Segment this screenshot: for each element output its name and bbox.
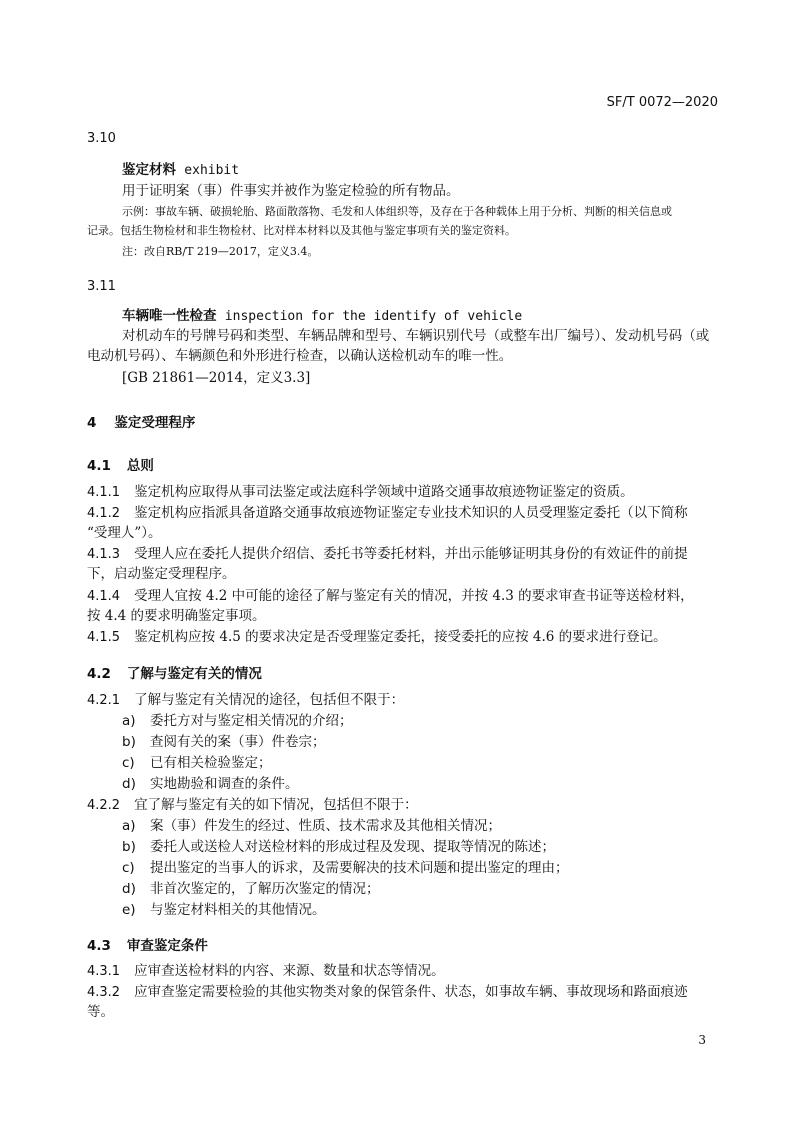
section-number: 4 — [87, 415, 97, 431]
standard-code: SF/T 0072—2020 — [606, 95, 718, 110]
para-4-1-4 — [87, 586, 694, 607]
list-marker: c) — [122, 860, 135, 876]
clause-number-3-10: 3.10 — [87, 131, 116, 146]
note-3-10: 注：改自RB/T 219—2017，定义3.4。 — [122, 245, 319, 258]
section-title: 鉴定受理程序 — [114, 415, 196, 431]
para-4-1-5 — [87, 627, 667, 648]
example-line-1: 示例：事故车辆、破损轮胎、路面散落物、毛发和人体组织等，及存在于各种载体上用于分析、判断的相关信息或 — [122, 205, 672, 218]
section-4-2-heading — [87, 662, 262, 682]
list-marker: b) — [122, 734, 136, 750]
definition-3-10: 用于证明案（事）件事实并被作为鉴定检验的所有物品。 — [122, 183, 460, 199]
list-text: 查阅有关的案（事）件卷宗； — [150, 734, 326, 750]
list-item — [122, 774, 299, 794]
list-item — [122, 858, 569, 878]
para-4-3-1 — [87, 961, 445, 982]
para-number: 4.3.2 — [87, 985, 121, 1000]
para-text: 宜了解与鉴定有关的如下情况，包括但不限于： — [134, 797, 418, 813]
section-title: 审查鉴定条件 — [126, 938, 208, 954]
list-text: 非首次鉴定的，了解历次鉴定的情况； — [150, 881, 380, 897]
page-number: 3 — [698, 1033, 706, 1047]
example-line-2: 记录。包括生物检材和非生物检材、比对样本材料以及其他与鉴定事项有关的鉴定资料。 — [87, 224, 516, 237]
list-marker: d) — [122, 776, 136, 792]
para-4-2-1 — [87, 690, 404, 711]
para-number: 4.1.3 — [87, 547, 121, 562]
para-4-1-3-line-2: 下，启动鉴定受理程序。 — [87, 566, 236, 582]
list-item — [122, 837, 555, 857]
para-number: 4.1.5 — [87, 630, 121, 645]
para-4-3-2 — [87, 982, 688, 1003]
definition-3-11-line-2: 电动机号码）、车辆颜色和外形进行检查，以确认送检机动车的唯一性。 — [87, 348, 513, 364]
list-text: 已有相关检验鉴定； — [150, 755, 272, 771]
para-4-1-4-line-2: 按 4.4 的要求明确鉴定事项。 — [87, 608, 266, 624]
definition-3-11-line-1: 对机动车的号牌号码和类型、车辆品牌和型号、车辆识别代号（或整车出厂编号）、发动机号码（或 — [122, 328, 710, 344]
para-4-3-2-line-2: 等。 — [87, 1004, 114, 1020]
term-3-11 — [122, 306, 522, 327]
section-4-heading — [87, 411, 195, 431]
para-4-2-2 — [87, 795, 418, 816]
list-marker: a) — [122, 713, 136, 729]
para-number: 4.2.2 — [87, 798, 121, 813]
section-4-3-heading — [87, 934, 208, 954]
section-number: 4.1 — [87, 458, 111, 474]
term-en: exhibit — [184, 163, 240, 178]
section-number: 4.3 — [87, 938, 111, 954]
list-text: 案（事）件发生的经过、性质、技术需求及其他相关情况； — [150, 818, 501, 834]
para-number: 4.3.1 — [87, 964, 121, 979]
para-number: 4.1.2 — [87, 506, 121, 521]
section-title: 了解与鉴定有关的情况 — [126, 666, 262, 682]
para-4-1-2-line-2: “受理人”）。 — [87, 525, 162, 541]
list-item — [122, 900, 326, 920]
list-item — [122, 816, 501, 836]
para-text: 鉴定机构应指派具备道路交通事故痕迹物证鉴定专业技术知识的人员受理鉴定委托（以下简称 — [134, 505, 688, 521]
list-text: 委托方对与鉴定相关情况的介绍； — [150, 713, 353, 729]
list-marker: b) — [122, 839, 136, 855]
para-text: 鉴定机构应取得从事司法鉴定或法庭科学领域中道路交通事故痕迹物证鉴定的资质。 — [134, 484, 634, 500]
list-marker: d) — [122, 881, 136, 897]
section-title: 总则 — [126, 458, 154, 474]
list-marker: c) — [122, 755, 135, 771]
clause-number-3-11: 3.11 — [87, 279, 116, 294]
para-number: 4.1.4 — [87, 589, 121, 604]
term-cn: 鉴定材料 — [122, 162, 176, 178]
list-text: 委托人或送检人对送检材料的形成过程及发现、提取等情况的陈述； — [150, 839, 555, 855]
list-item — [122, 732, 326, 752]
para-text: 受理人应在委托人提供介绍信、委托书等委托材料，并出示能够证明其身份的有效证件的前提 — [134, 546, 688, 562]
list-marker: e) — [122, 902, 136, 918]
para-number: 4.1.1 — [87, 485, 121, 500]
para-4-1-3 — [87, 544, 688, 565]
term-en: inspection for the identify of vehicle — [224, 309, 523, 324]
para-number: 4.2.1 — [87, 693, 121, 708]
list-text: 实地勘验和调查的条件。 — [150, 776, 299, 792]
para-text: 应审查送检材料的内容、来源、数量和状态等情况。 — [134, 963, 445, 979]
para-4-1-1 — [87, 482, 634, 503]
section-number: 4.2 — [87, 666, 111, 682]
term-3-10 — [122, 160, 239, 181]
list-text: 与鉴定材料相关的其他情况。 — [150, 902, 326, 918]
list-item — [122, 879, 380, 899]
para-text: 鉴定机构应按 4.5 的要求决定是否受理鉴定委托，接受委托的应按 4.6 的要求进行登记。 — [134, 629, 667, 645]
list-item — [122, 753, 272, 773]
list-marker: a) — [122, 818, 136, 834]
source-3-11: [GB 21861—2014，定义3.3] — [122, 370, 311, 386]
para-text: 了解与鉴定有关情况的途径，包括但不限于： — [134, 692, 405, 708]
para-text: 应审查鉴定需要检验的其他实物类对象的保管条件、状态，如事故车辆、事故现场和路面痕迹 — [134, 984, 688, 1000]
list-item — [122, 711, 353, 731]
term-cn: 车辆唯一性检查 — [122, 308, 217, 324]
para-text: 受理人宜按 4.2 中可能的途径了解与鉴定有关的情况，并按 4.3 的要求审查书证等送检材料， — [134, 588, 694, 604]
list-text: 提出鉴定的当事人的诉求，及需要解决的技术问题和提出鉴定的理由； — [150, 860, 569, 876]
para-4-1-2 — [87, 503, 688, 524]
section-4-1-heading — [87, 454, 154, 474]
